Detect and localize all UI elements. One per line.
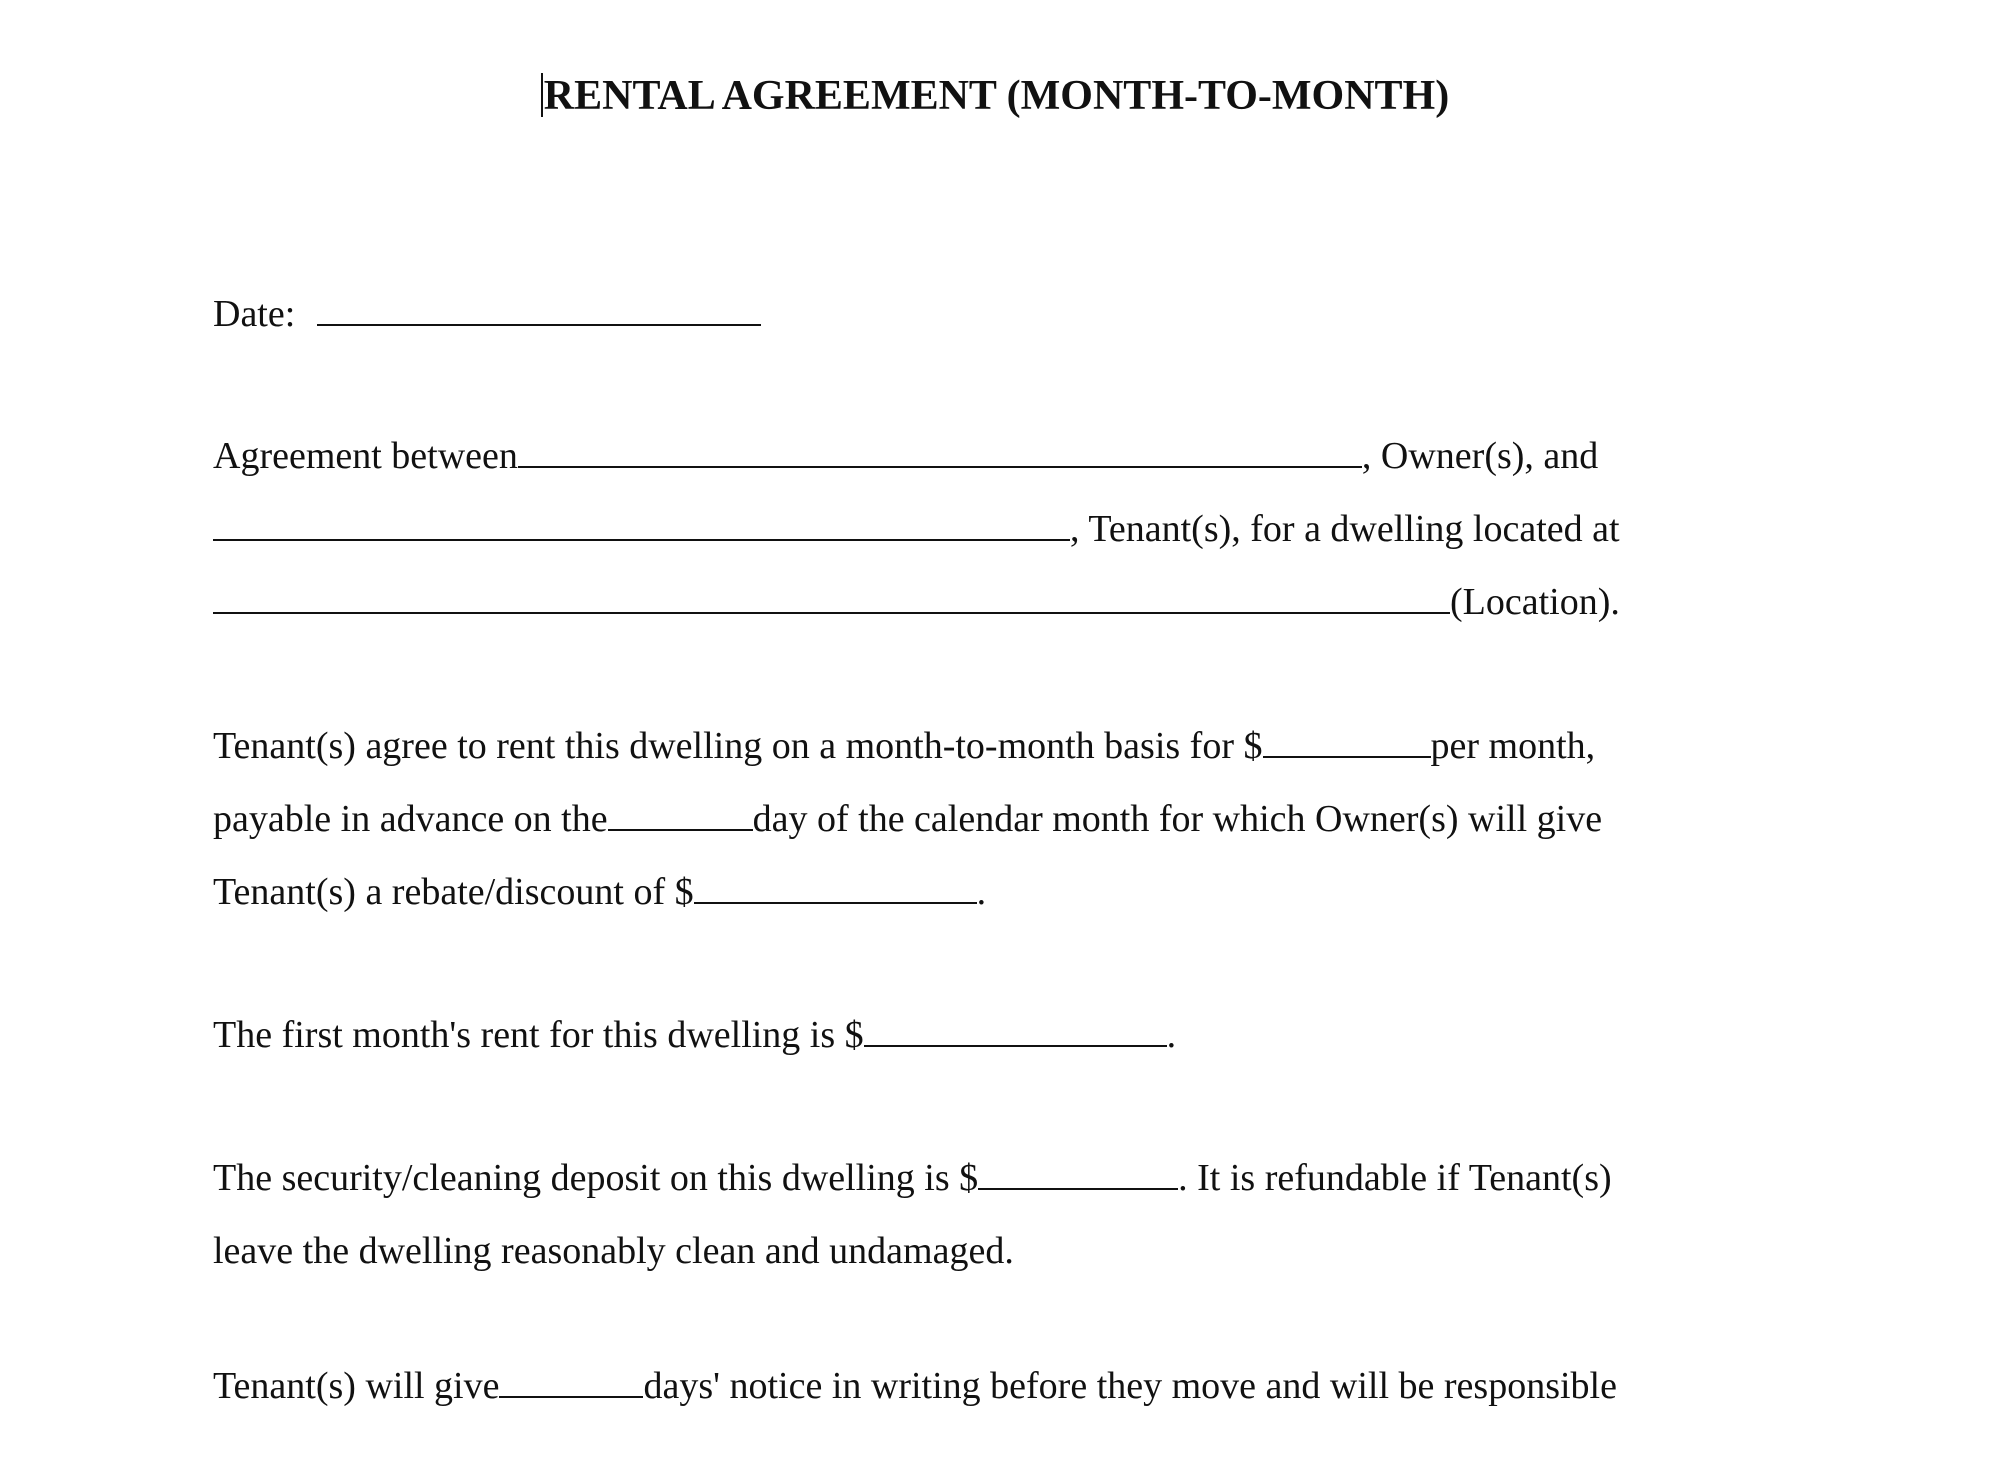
- notice-days-blank[interactable]: [499, 1362, 643, 1398]
- location-label: (Location).: [1450, 581, 1620, 623]
- date-line: [213, 290, 761, 338]
- first-month-line: [213, 1011, 1176, 1059]
- payable-suffix: day of the calendar month for which Owner(s) will give: [752, 798, 1603, 840]
- rebate-suffix: .: [976, 871, 987, 913]
- text-cursor: [541, 73, 543, 117]
- owner-label: , Owner(s), and: [1361, 435, 1599, 477]
- first-month-suffix: .: [1166, 1014, 1177, 1056]
- rent-prefix: Tenant(s) agree to rent this dwelling on a month-to-month basis for $: [213, 725, 1263, 767]
- first-month-prefix: The first month's rent for this dwelling is $: [213, 1014, 864, 1056]
- notice-prefix: Tenant(s) will give: [213, 1365, 500, 1407]
- agreement-line-2: [213, 505, 1620, 553]
- agreement-line-1: [213, 432, 1598, 480]
- deposit-line-1: [213, 1154, 1612, 1202]
- deposit-line-2: [213, 1227, 1014, 1275]
- agreement-line-3: [213, 578, 1620, 626]
- tenant-name-blank[interactable]: [213, 505, 1070, 541]
- rebate-prefix: Tenant(s) a rebate/discount of $: [213, 871, 694, 913]
- document-title: RENTAL AGREEMENT (MONTH-TO-MONTH): [543, 73, 1450, 119]
- deposit-condition: leave the dwelling reasonably clean and undamaged.: [213, 1230, 1014, 1272]
- date-label: Date:: [213, 293, 296, 335]
- location-blank[interactable]: [213, 578, 1450, 614]
- deposit-amount-blank[interactable]: [978, 1154, 1178, 1190]
- notice-suffix: days' notice in writing before they move and will be responsible: [643, 1365, 1617, 1407]
- deposit-suffix: . It is refundable if Tenant(s): [1178, 1157, 1612, 1199]
- tenant-label: , Tenant(s), for a dwelling located at: [1070, 508, 1620, 550]
- rent-amount-blank[interactable]: [1263, 722, 1431, 758]
- document-title-line: [0, 72, 1990, 120]
- owner-name-blank[interactable]: [518, 432, 1362, 468]
- rent-line-3: [213, 868, 986, 916]
- deposit-prefix: The security/cleaning deposit on this dwelling is $: [213, 1157, 979, 1199]
- rent-suffix: per month,: [1430, 725, 1596, 767]
- agreement-prefix: Agreement between: [213, 435, 518, 477]
- notice-line: [213, 1362, 1617, 1410]
- rebate-amount-blank[interactable]: [694, 868, 977, 904]
- payment-day-blank[interactable]: [608, 795, 753, 831]
- first-month-blank[interactable]: [864, 1011, 1167, 1047]
- rent-line-2: [213, 795, 1602, 843]
- payable-prefix: payable in advance on the: [213, 798, 608, 840]
- date-blank[interactable]: [317, 290, 761, 326]
- rent-line-1: [213, 722, 1595, 770]
